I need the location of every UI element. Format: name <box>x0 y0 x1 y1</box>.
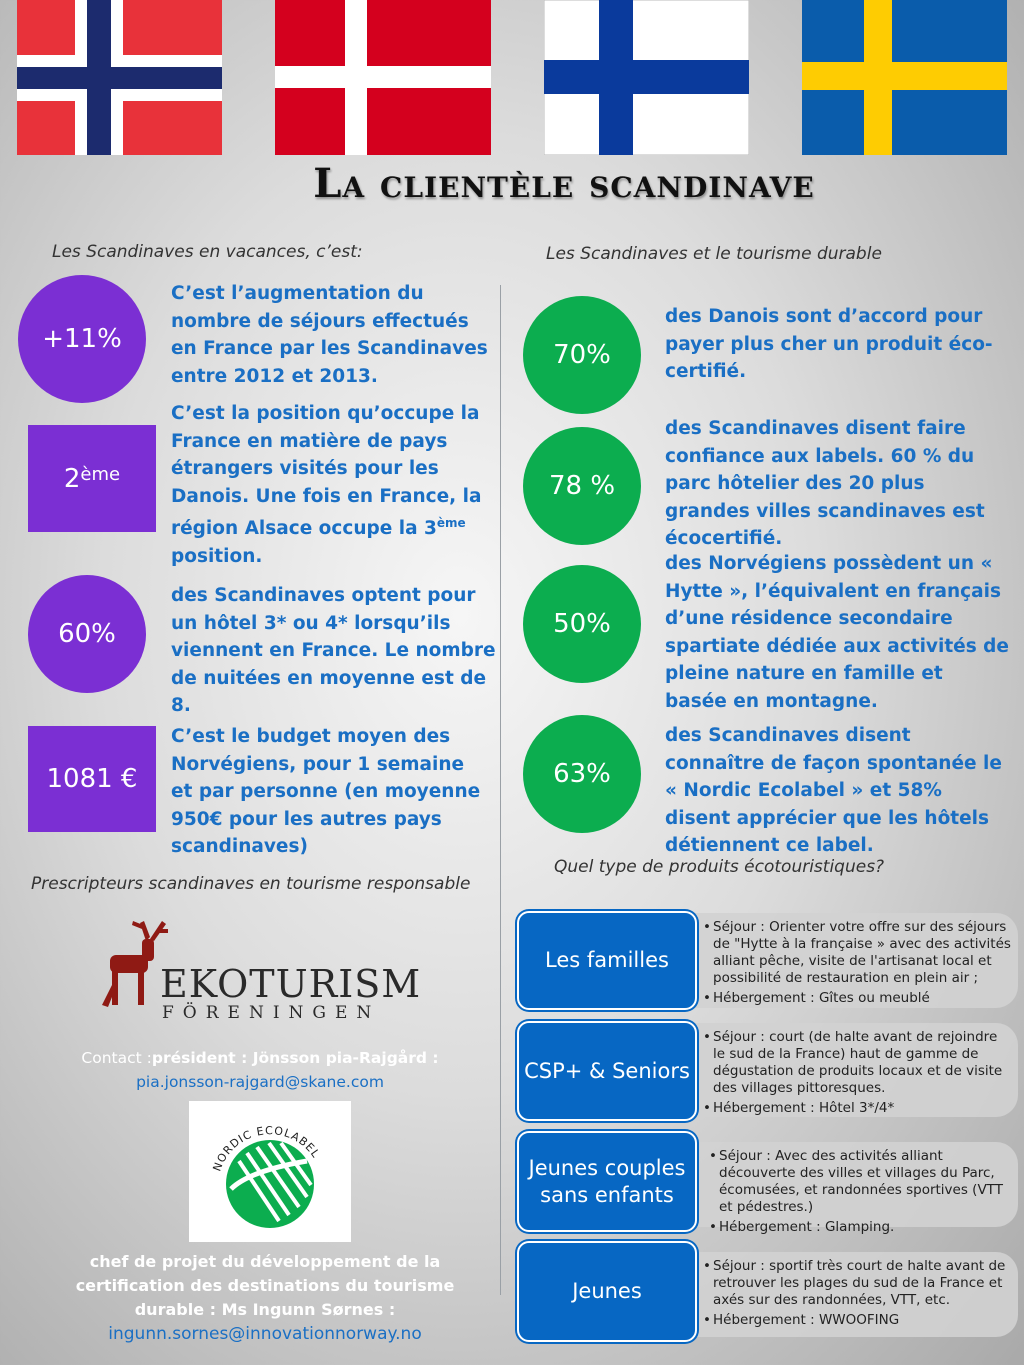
product-detail: • Hébergement : WWOOFING <box>713 1312 1012 1329</box>
products-heading: Quel type de produits écotouristiques? <box>554 857 885 877</box>
stat-text-sup: ème <box>436 516 466 530</box>
stat-badge: +11% <box>18 275 146 403</box>
left-heading: Les Scandinaves en vacances, c’est: <box>52 242 363 262</box>
product-panel-couples <box>693 1142 1018 1235</box>
stat-text: des Scandinaves disent connaître de façon spontanée le « Nordic Ecolabel » et 58% disent apprécier que les hôtels détiennent ce label. <box>665 725 1002 856</box>
stat-badge: 50% <box>523 565 641 683</box>
product-panel-seniors <box>693 1023 1018 1117</box>
stat-text: des Scandinaves disent faire confiance aux labels. 60 % du parc hôtelier des 20 plus grandes villes scandinaves est écocertifié. <box>665 418 985 549</box>
stat-text: des Danois sont d’accord pour payer plus cher un produit éco-certifié. <box>665 306 993 382</box>
product-label-families: Les familles <box>517 911 697 1010</box>
product-label-jeunes: Jeunes <box>517 1241 697 1342</box>
nordic-ecolabel-logo <box>189 1101 351 1242</box>
denmark-flag <box>275 0 491 155</box>
product-detail: • Séjour : court (de halte avant de rejoindre le sud de la France) haut de gamme de dégustation de produits locaux et de visite des villages pittoresques. <box>713 1029 1012 1097</box>
right-heading: Les Scandinaves et le tourisme durable <box>546 244 882 264</box>
stat-text: C’est l’augmentation du nombre de séjours effectués en France par les Scandinaves entre 2012 et 2013. <box>171 283 488 387</box>
stat-text-main: C’est la position qu’occupe la France en matière de pays étrangers visités pour les Danois. Une fois en France, la région Alsace occupe la 3 <box>171 403 482 540</box>
product-detail: • Séjour : Avec des activités alliant découverte des villes et villages du Parc, écomusées, et randonnées sportives (VTT et pédestres.) <box>719 1148 1012 1216</box>
contact-email-link[interactable]: pia.jonsson-rajgard@skane.com <box>136 1073 384 1091</box>
product-detail: • Séjour : sportif très court de halte avant de retrouver les plages du sud de la France et axés sur des randonnées, VTT, etc. <box>713 1258 1012 1309</box>
stat-badge: 63% <box>523 715 641 833</box>
contact-role: président : Jönsson pia-Rajgård : <box>151 1049 439 1067</box>
contact2-role: chef de projet du développement de la certification des destinations du tourisme durable : Ms Ingunn Sørnes : <box>75 1252 455 1319</box>
stat-value: 2 <box>63 463 81 494</box>
stat-badge <box>28 425 156 532</box>
contact2-email-link[interactable]: ingunn.sornes@innovationnorway.no <box>108 1324 422 1344</box>
reindeer-logo-icon <box>80 915 170 1015</box>
page-title: La clientèle scandinave <box>313 160 815 207</box>
norway-flag <box>17 0 222 155</box>
contact2-block <box>40 1250 490 1346</box>
ekoturism-logo-text: EKOTURISM <box>160 962 422 1006</box>
stat-badge: 78 % <box>523 427 641 545</box>
column-divider <box>500 285 501 1295</box>
stat-badge: 60% <box>28 575 146 693</box>
contact-label: Contact : <box>81 1049 152 1067</box>
product-detail: • Séjour : Orienter votre offre sur des séjours de "Hytte à la française » avec des activités alliant pêche, visite de l'artisanat local et possibilité de restauration en plein air ; <box>713 919 1012 987</box>
stat-badge: 1081 € <box>28 726 156 832</box>
product-label-couples: Jeunes couples sans enfants <box>517 1131 697 1232</box>
stat-badge: 70% <box>523 296 641 414</box>
product-detail: • Hébergement : Gîtes ou meublé <box>713 990 1012 1007</box>
foreningen-logo-text: FÖRENINGEN <box>162 1003 381 1023</box>
stat-text: C’est le budget moyen des Norvégiens, pour 1 semaine et par personne (en moyenne 950€ pour les autres pays scandinaves) <box>171 726 481 857</box>
product-detail: • Hébergement : Hôtel 3*/4* <box>713 1100 1012 1117</box>
sweden-flag <box>802 0 1007 155</box>
stat-text: des Norvégiens possèdent un « Hytte », l’équivalent en français d’une résidence secondaire spartiate dédiée aux activités de pleine nature en famille et basée en montagne. <box>665 553 1009 712</box>
contact-block <box>30 1046 490 1094</box>
prescripteurs-heading: Prescripteurs scandinaves en tourisme responsable <box>31 874 471 894</box>
stat-text-end: position. <box>171 545 263 567</box>
product-panel-jeunes <box>693 1252 1018 1337</box>
ecolabel-text: NORDIC ECOLABEL <box>210 1124 323 1174</box>
finland-flag <box>544 0 749 155</box>
product-panel-families <box>693 913 1018 1008</box>
product-label-seniors: CSP+ & Seniors <box>517 1021 697 1121</box>
product-detail: • Hébergement : Glamping. <box>719 1219 1012 1236</box>
stat-text <box>171 400 491 570</box>
stat-value-sup: ème <box>80 464 121 485</box>
stat-text: des Scandinaves optent pour un hôtel 3* ou 4* lorsqu’ils viennent en France. Le nombre de nuitées en moyenne est de 8. <box>171 585 496 716</box>
